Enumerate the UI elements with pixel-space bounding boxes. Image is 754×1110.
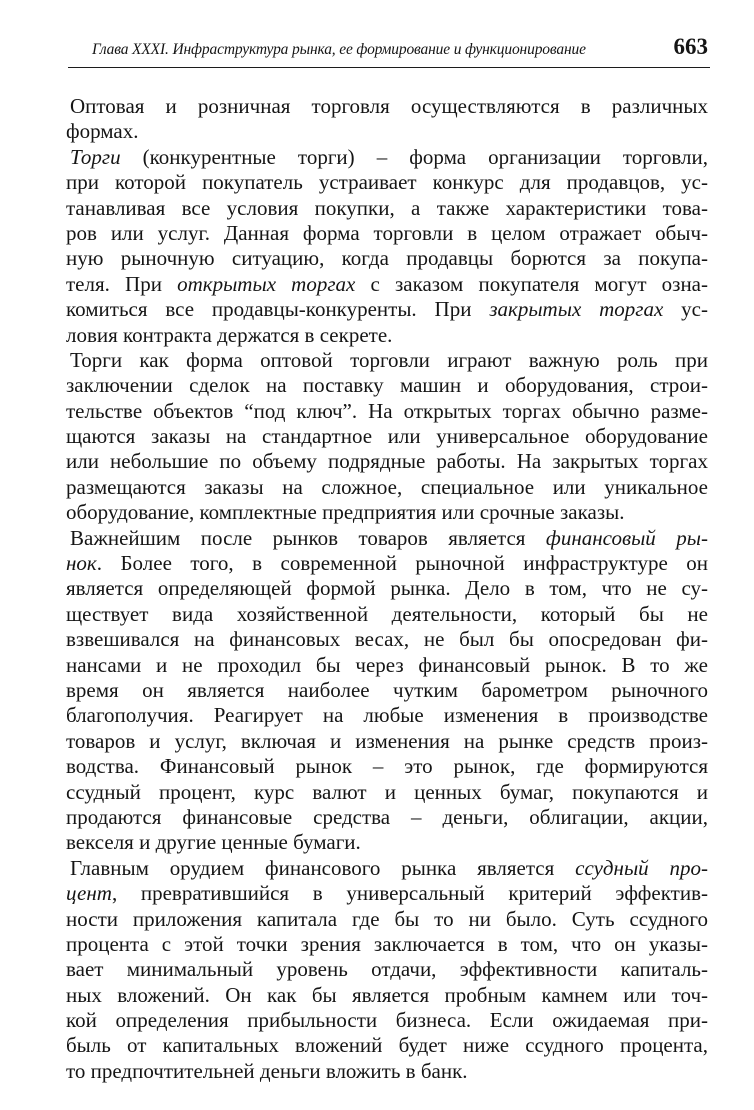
text-line bbox=[66, 323, 708, 348]
running-title: Глава XXXI. Инфраструктура рынка, ее формирование и функционирование bbox=[92, 41, 586, 58]
text-line bbox=[66, 373, 708, 398]
text-run: быль от капитальных вложений будет ниже ссудного процента, bbox=[66, 1033, 708, 1058]
text-line bbox=[66, 881, 708, 906]
text-line bbox=[66, 627, 708, 652]
text-line bbox=[66, 856, 708, 881]
text-run: заключении сделок на поставку машин и оборудования, строи- bbox=[66, 373, 708, 398]
text-run: Главным орудием финансового рынка является bbox=[70, 855, 576, 880]
text-line bbox=[66, 780, 708, 805]
text-run: ности приложения капитала где бы то ни было. Суть ссудного bbox=[66, 906, 708, 931]
text-run: Торги как форма оптовой торговли играют важную роль при bbox=[70, 347, 708, 372]
text-run: водства. Финансовый рынок – это рынок, где формируются bbox=[66, 754, 708, 779]
text-line bbox=[66, 196, 708, 221]
running-head bbox=[70, 36, 708, 62]
text-run: Оптовая и розничная торговля осуществляются в различных bbox=[70, 94, 708, 118]
text-run: взвешивался на финансовых весах, не был бы опосредован фи- bbox=[66, 627, 708, 652]
text-line bbox=[66, 907, 708, 932]
text-run: время он является наиболее чутким барометром рыночного bbox=[66, 677, 708, 702]
text-line bbox=[66, 729, 708, 754]
text-line bbox=[66, 932, 708, 957]
text-line bbox=[66, 94, 708, 119]
text-line bbox=[66, 272, 708, 297]
text-run: ную рыночную ситуацию, когда продавцы борются за покупа- bbox=[66, 246, 708, 271]
text-line bbox=[66, 805, 708, 830]
header-rule bbox=[68, 67, 710, 68]
text-run: оборудование, комплектные предприятия или срочные заказы. bbox=[66, 500, 625, 525]
text-run: то предпочтительней деньги вложить в банк. bbox=[66, 1058, 468, 1083]
text-run: ных вложений. Он как бы является пробным камнем или точ- bbox=[66, 982, 708, 1007]
text-line bbox=[66, 424, 708, 449]
text-run: ус- bbox=[663, 297, 708, 322]
text-run: товаров и услуг, включая и изменения на рынке средств произ- bbox=[66, 728, 708, 753]
text-line bbox=[66, 576, 708, 601]
text-run: с заказом покупателя могут озна- bbox=[355, 271, 708, 296]
text-line bbox=[66, 246, 708, 271]
text-run: является определяющей формой рынка. Дело в том, что не су- bbox=[66, 576, 708, 601]
text-run: щаются заказы на стандартное или универсальное оборудование bbox=[66, 424, 708, 449]
text-line bbox=[66, 145, 708, 170]
text-run: ров или услуг. Данная форма торговли в целом отражает обыч- bbox=[66, 220, 708, 245]
text-line bbox=[66, 551, 708, 576]
text-line bbox=[66, 1033, 708, 1058]
text-run: комиться все продавцы-конкуренты. При bbox=[66, 297, 490, 322]
italic-term: закрытых торгах bbox=[489, 297, 664, 322]
text-line bbox=[66, 170, 708, 195]
text-run: благополучия. Реагирует на любые изменения в производстве bbox=[66, 703, 708, 728]
text-run: или небольшие по объему подрядные работы. На закрытых торгах bbox=[66, 449, 708, 474]
text-line bbox=[66, 602, 708, 627]
text-line bbox=[66, 1008, 708, 1033]
italic-term: цент bbox=[66, 881, 112, 906]
text-run: (конкурентные торги) – форма организации торговли, bbox=[120, 144, 708, 169]
page-number: 663 bbox=[673, 34, 708, 59]
text-run: , превратившийся в универсальный критерий эффектив- bbox=[111, 881, 708, 906]
text-line bbox=[66, 221, 708, 246]
text-run: танавливая все условия покупки, а также характеристики това- bbox=[66, 195, 708, 220]
text-run: продаются финансовые средства – деньги, облигации, акции, bbox=[66, 804, 708, 829]
text-line bbox=[66, 678, 708, 703]
text-line bbox=[66, 957, 708, 982]
text-run: кой определения прибыльности бизнеса. Если ожидаемая при- bbox=[66, 1008, 708, 1033]
text-line bbox=[66, 500, 708, 525]
text-run: Важнейшим после рынков товаров является bbox=[70, 525, 546, 550]
text-run: . Более того, в современной рыночной инфраструктуре он bbox=[96, 551, 708, 576]
italic-term: открытых торгах bbox=[177, 271, 356, 296]
text-line bbox=[66, 653, 708, 678]
italic-term: Торги bbox=[70, 144, 121, 169]
italic-term: финансовый ры- bbox=[545, 525, 708, 550]
text-line bbox=[66, 830, 708, 855]
text-line bbox=[66, 526, 708, 551]
text-line bbox=[66, 297, 708, 322]
text-line bbox=[66, 703, 708, 728]
body-text bbox=[66, 94, 708, 1084]
text-run: процента с этой точки зрения заключается в том, что он указы- bbox=[66, 931, 708, 956]
italic-term: ссудный про- bbox=[575, 855, 708, 880]
text-line bbox=[66, 475, 708, 500]
text-line bbox=[66, 399, 708, 424]
text-run: векселя и другие ценные бумаги. bbox=[66, 830, 361, 855]
text-run: ловия контракта держатся в секрете. bbox=[66, 322, 393, 347]
text-run: при которой покупатель устраивает конкурс для продавцов, ус- bbox=[66, 170, 708, 195]
text-run: вает минимальный уровень отдачи, эффективности капиталь- bbox=[66, 957, 708, 982]
text-run: ссудный процент, курс валют и ценных бумаг, покупаются и bbox=[66, 779, 708, 804]
text-run: нансами и не проходил бы через финансовый рынок. В то же bbox=[66, 652, 708, 677]
text-run: формах. bbox=[66, 119, 139, 144]
text-run: ществует вида хозяйственной деятельности, который бы не bbox=[66, 601, 708, 626]
text-run: размещаются заказы на сложное, специальное или уникальное bbox=[66, 474, 708, 499]
text-line bbox=[66, 1059, 708, 1084]
text-line bbox=[66, 754, 708, 779]
italic-term: нок bbox=[66, 551, 97, 576]
text-run: тельстве объектов “под ключ”. На открытых торгах обычно разме- bbox=[66, 398, 708, 423]
text-run: теля. При bbox=[66, 271, 178, 296]
text-line bbox=[66, 449, 708, 474]
text-line bbox=[66, 983, 708, 1008]
text-line bbox=[66, 119, 708, 144]
text-line bbox=[66, 348, 708, 373]
